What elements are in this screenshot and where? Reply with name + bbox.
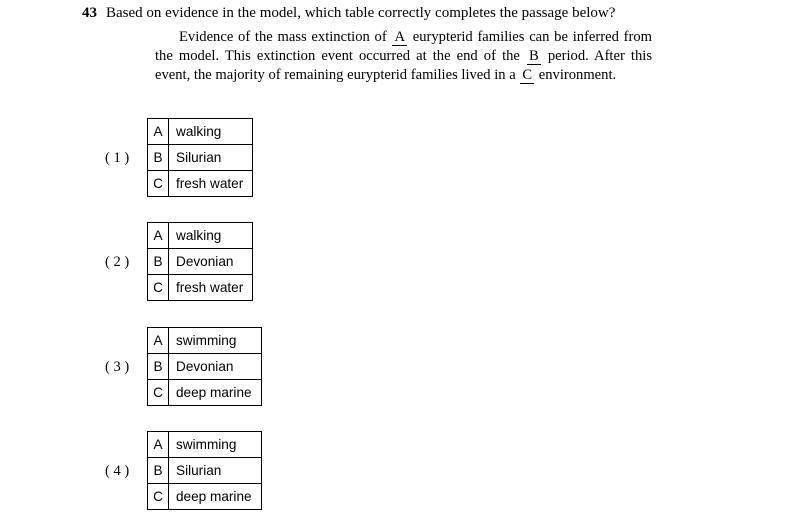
question-prompt: Based on evidence in the model, which table correctly completes the passage below? xyxy=(106,5,616,21)
option-2-value-a: walking xyxy=(169,223,253,249)
passage-segment-1b: eurypterid families can be xyxy=(412,29,568,45)
passage-segment-4b: environment. xyxy=(538,67,617,84)
blank-c: C xyxy=(522,67,533,84)
passage-segment-1: Evidence of the mass extinction of xyxy=(179,29,387,45)
option-1-key-c: C xyxy=(148,171,169,197)
option-1-value-c: fresh water xyxy=(169,171,253,197)
passage-text xyxy=(155,28,652,86)
answer-option-2[interactable] xyxy=(105,222,253,301)
option-1-key-a: A xyxy=(148,119,169,145)
table-row xyxy=(148,484,262,510)
option-2-value-c: fresh water xyxy=(169,275,253,301)
answer-option-3[interactable] xyxy=(105,327,262,406)
answer-option-1[interactable] xyxy=(105,118,253,197)
question-number: 43 xyxy=(82,5,97,21)
option-2-key-a: A xyxy=(148,223,169,249)
option-4-label: ( 4 ) xyxy=(105,462,130,479)
option-4-value-b: Silurian xyxy=(169,458,262,484)
table-row xyxy=(148,223,253,249)
option-2-table xyxy=(147,222,253,301)
table-row xyxy=(148,328,262,354)
option-3-table xyxy=(147,327,262,406)
table-row xyxy=(148,145,253,171)
passage-segment-3b: period. After this event, the majority of remaining eurypterid xyxy=(155,48,652,84)
table-row xyxy=(148,380,262,406)
option-4-key-b: B xyxy=(148,458,169,484)
option-2-key-c: C xyxy=(148,275,169,301)
option-1-key-b: B xyxy=(148,145,169,171)
blank-b: B xyxy=(529,48,539,65)
option-3-key-b: B xyxy=(148,354,169,380)
table-row xyxy=(148,249,253,275)
option-4-table xyxy=(147,431,262,510)
option-1-value-b: Silurian xyxy=(169,145,253,171)
option-2-label: ( 2 ) xyxy=(105,253,130,270)
passage-segment-3a: the xyxy=(502,48,520,65)
blank-a: A xyxy=(394,29,405,45)
option-3-label: ( 3 ) xyxy=(105,358,130,375)
passage-segment-2: inferred from the model. This extinction event occurred at the end of xyxy=(155,29,653,65)
option-1-table xyxy=(147,118,253,197)
option-4-key-a: A xyxy=(148,432,169,458)
option-3-key-c: C xyxy=(148,380,169,406)
option-3-value-b: Devonian xyxy=(169,354,262,380)
table-row xyxy=(148,354,262,380)
table-row xyxy=(148,458,262,484)
option-1-value-a: walking xyxy=(169,119,253,145)
option-3-value-a: swimming xyxy=(169,328,262,354)
option-4-value-a: swimming xyxy=(169,432,262,458)
option-2-value-b: Devonian xyxy=(169,249,253,275)
question-block xyxy=(82,4,722,23)
option-2-key-b: B xyxy=(148,249,169,275)
question-row xyxy=(82,4,722,23)
passage-segment-4a: families lived in a xyxy=(410,67,516,84)
option-1-label: ( 1 ) xyxy=(105,149,130,166)
table-row xyxy=(148,171,253,197)
table-row xyxy=(148,119,253,145)
table-row xyxy=(148,275,253,301)
option-3-key-a: A xyxy=(148,328,169,354)
option-4-key-c: C xyxy=(148,484,169,510)
option-3-value-c: deep marine xyxy=(169,380,262,406)
answer-option-4[interactable] xyxy=(105,431,262,510)
option-4-value-c: deep marine xyxy=(169,484,262,510)
table-row xyxy=(148,432,262,458)
